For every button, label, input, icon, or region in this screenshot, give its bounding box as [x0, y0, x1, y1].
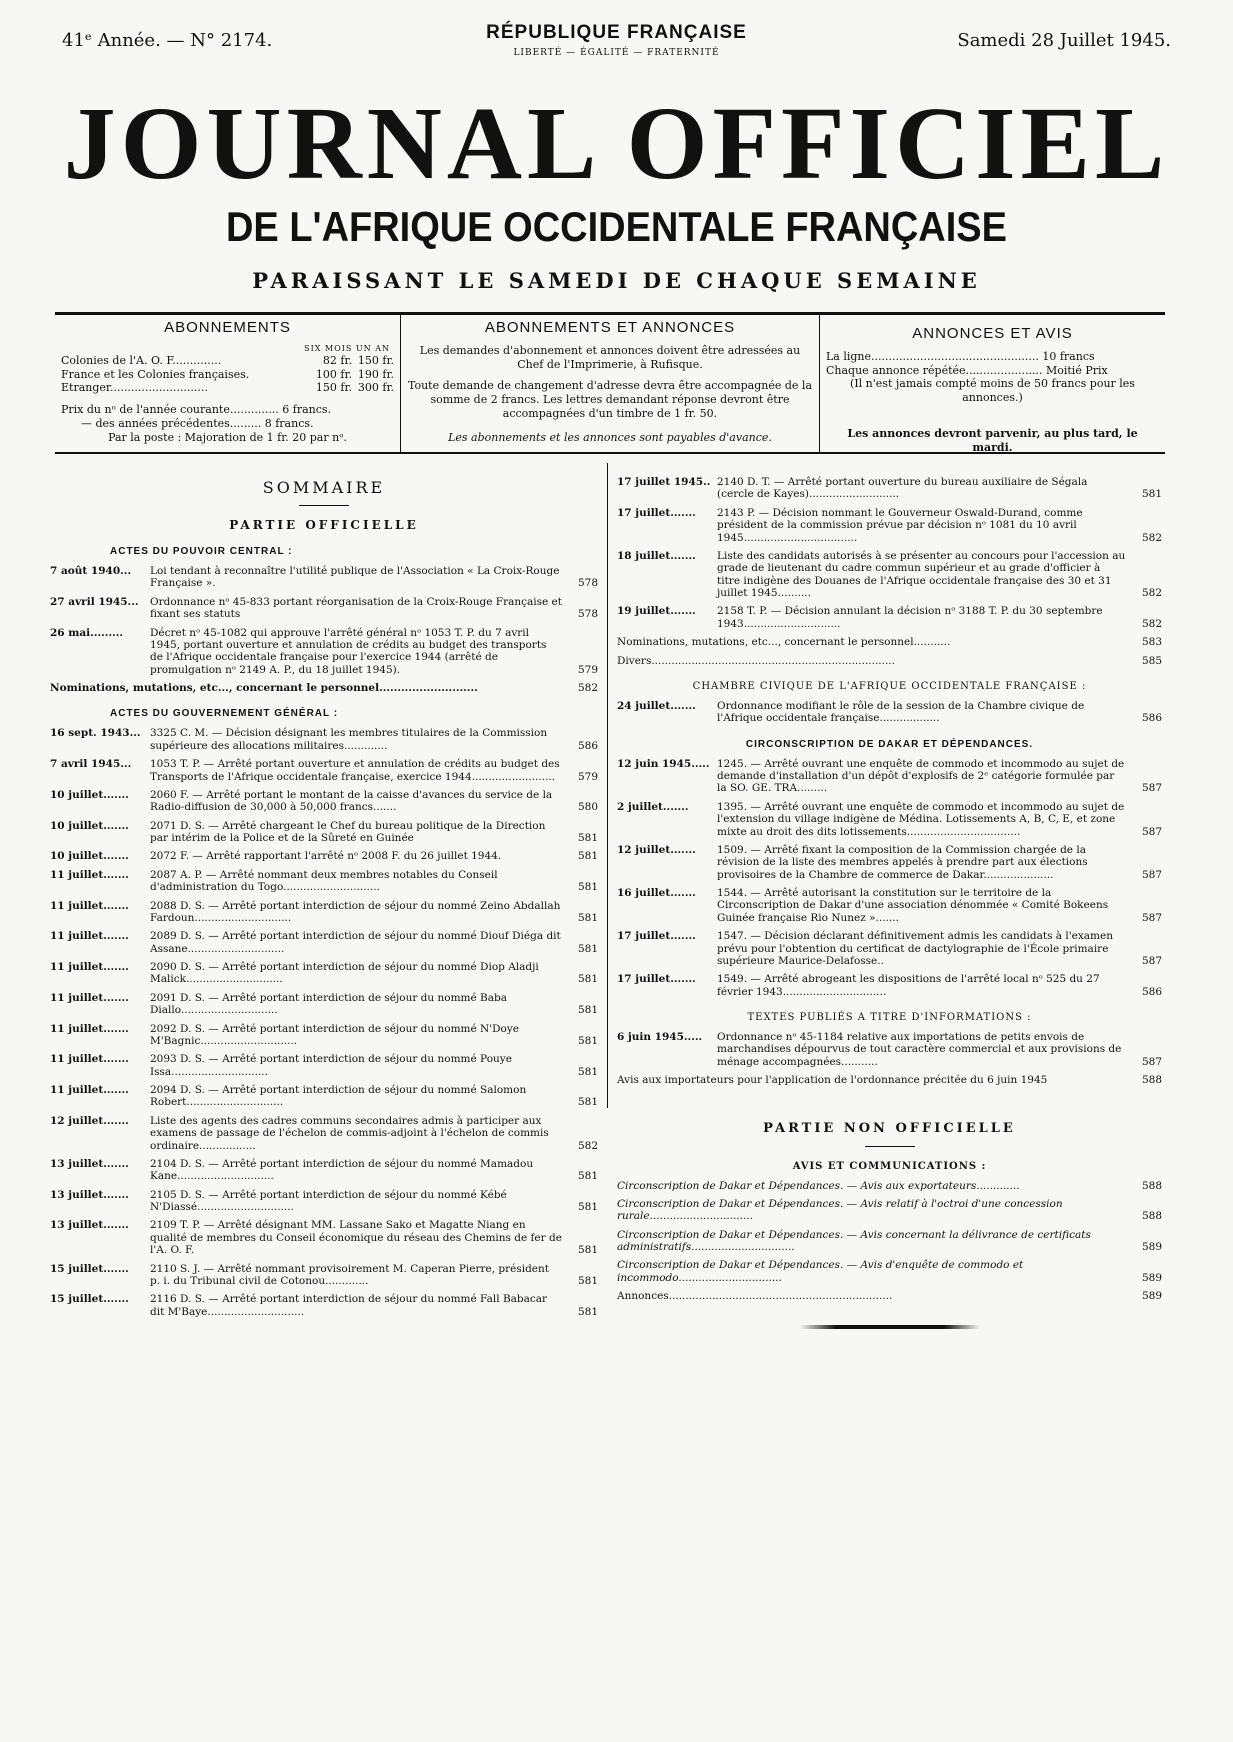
list-item — [50, 1189, 598, 1214]
list-item — [50, 758, 598, 783]
entry-text: 2072 F. — Arrêté rapportant l'arrêté nᵒ 2008 F. du 26 juillet 1944. — [150, 850, 502, 863]
entry-page: 581 — [577, 973, 598, 986]
list-item — [617, 636, 1162, 648]
journal-title: JOURNAL OFFICIEL — [63, 86, 1170, 201]
dakar-list — [617, 758, 1162, 998]
list-item — [50, 1293, 598, 1318]
issue-number: 41ᵉ Année. — N° 2174. — [62, 30, 273, 51]
entry-text: 2104 D. S. — Arrêté portant interdiction de séjour du nommé Mamadou Kane............................. — [150, 1157, 534, 1183]
entry-page: 581 — [577, 1004, 598, 1017]
entry-text: Ordonnance nᵒ 45-1184 relative aux importations de petits envois de marchandises dépourvus de tout caractère commercial et aux provisions de ménage accompagnées........... — [717, 1031, 1122, 1068]
entry-page: 587 — [1141, 911, 1162, 924]
entry-page: 581 — [577, 832, 598, 844]
list-item — [617, 1198, 1162, 1223]
list-item — [50, 1053, 598, 1078]
entry-text: Circonscription de Dakar et Dépendances. — Avis d'enquête de commodo et incommodo............................... — [617, 1259, 1024, 1284]
postal-surcharge: Par la poste : Majoration de 1 fr. 20 par nᵒ. — [108, 430, 347, 444]
entry-page: 578 — [577, 577, 598, 590]
entry-text: 2143 P. — Décision nommant le Gouverneur Oswald-Durand, comme président de la commission prévue par décision nᵒ 1081 du 10 avril 1945.................................. — [717, 506, 1083, 544]
list-item — [617, 550, 1162, 600]
entry-date: 11 juillet....... — [50, 991, 129, 1004]
entry-text: 2089 D. S. — Arrêté portant interdiction de séjour du nommé Diouf Diéga dit Assane............................. — [150, 930, 561, 955]
summary-right-column — [617, 476, 1162, 1329]
masthead-top — [62, 22, 1171, 66]
entry-text: 2093 D. S. — Arrêté portant interdiction de séjour du nommé Pouye Issa............................. — [150, 1053, 512, 1078]
journal-subtitle: DE L'AFRIQUE OCCIDENTALE FRANÇAISE — [225, 204, 1007, 252]
list-item — [50, 820, 598, 845]
entry-page: 582 — [1141, 531, 1162, 544]
list-item — [50, 565, 598, 590]
entry-text: Annonces................................................................... — [617, 1290, 893, 1303]
entry-text: Liste des candidats autorisés à se présenter au concours pour l'accession au grade de lieutenant du cadre commun supérieur et au grade d'officier à titre indigène des Douanes de l'Afrique occidentale française des 30 et 31 juillet 1945.......... — [717, 549, 1126, 599]
entry-date: 13 juillet....... — [50, 1219, 129, 1232]
ads-repeat-price: Chaque annonce répétée...................... Moitié Prix — [826, 363, 1108, 377]
entry-page: 581 — [577, 942, 598, 955]
motto: LIBERTÉ — ÉGALITÉ — FRATERNITÉ — [513, 48, 720, 58]
subscription-box — [55, 312, 1165, 454]
summary-title: SOMMAIRE — [262, 478, 386, 497]
subs-ads-p2: Toute demande de changement d'adresse devra être accompagnée de la somme de 2 francs. Les lettres demandant réponse devront être accompagnées d'un timbre de 1 fr. 50. — [407, 379, 813, 420]
dakar-heading: CIRCONSCRIPTION DE DAKAR ET DÉPENDANCES. — [745, 738, 1034, 750]
entry-page: 581 — [577, 1244, 598, 1257]
entry-date: 11 juillet....... — [50, 868, 129, 881]
list-item — [617, 700, 1162, 725]
subs-ads-title: ABONNEMENTS ET ANNONCES — [484, 319, 736, 336]
entry-page: 588 — [1141, 1179, 1162, 1192]
list-item — [50, 682, 598, 694]
ads-line-price: La ligne................................................ 10 francs — [826, 349, 1095, 363]
rate-year: 300 fr. — [357, 381, 394, 395]
entry-page: 586 — [1141, 985, 1162, 998]
entry-date: 11 juillet....... — [50, 899, 129, 912]
entry-page: 582 — [577, 682, 598, 694]
entry-date: 7 avril 1945... — [50, 758, 132, 771]
entry-text: 2105 D. S. — Arrêté portant interdiction de séjour du nommé Kébé N'Diassé............................. — [150, 1188, 507, 1213]
list-item — [50, 627, 598, 677]
rates-table — [61, 344, 394, 395]
list-item — [50, 992, 598, 1017]
rate-row — [61, 368, 394, 382]
entry-date: 2 juillet....... — [617, 800, 689, 813]
entry-text: Avis aux importateurs pour l'application de l'ordonnance précitée du 6 juin 1945 — [617, 1074, 1048, 1087]
entry-text: 2091 D. S. — Arrêté portant interdiction de séjour du nommé Baba Diallo............................. — [150, 991, 508, 1017]
entry-text: 2090 D. S. — Arrêté portant interdiction de séjour du nommé Diop Aladji Malick............................. — [150, 961, 539, 986]
entry-date: 10 juillet....... — [50, 850, 129, 863]
rate-label: Etranger............................ — [61, 381, 208, 395]
list-item — [617, 1031, 1162, 1068]
entry-text: 1547. — Décision déclarant définitivement admis les candidats à l'examen prévu pour l'obtention du certificat de dactylographie de l'École primaire supérieure Maurice-Delafosse.. — [717, 930, 1113, 967]
entry-date: 17 juillet....... — [617, 973, 696, 986]
summary-left-column — [50, 468, 598, 1324]
entry-text: 2088 D. S. — Arrêté portant interdiction de séjour du nommé Zeino Abdallah Fardoun............................. — [150, 899, 561, 924]
entry-page: 587 — [1141, 825, 1162, 838]
ads-column — [820, 315, 1165, 452]
rate-row — [61, 381, 394, 395]
back-issue-price: — des années précédentes......... 8 francs. — [81, 416, 314, 430]
subs-ads-p3: Les abonnements et les annonces sont payables d'avance. — [448, 430, 772, 444]
ads-deadline: Les annonces devront parvenir, au plus tard, le mardi. — [847, 426, 1138, 454]
rate-label: France et les Colonies françaises. — [61, 367, 250, 381]
entry-date: 26 mai......... — [50, 626, 124, 639]
entry-date: 16 sept. 1943... — [50, 727, 141, 740]
entry-page: 588 — [1141, 1210, 1162, 1223]
subscriptions-title: ABONNEMENTS — [164, 319, 291, 336]
ornament-rule — [800, 1325, 980, 1329]
list-item — [617, 1074, 1162, 1086]
general-gov-heading: ACTES DU GOUVERNEMENT GÉNÉRAL : — [110, 708, 339, 720]
entry-text: 1245. — Arrêté ouvrant une enquête de commodo et incommodo au sujet de demande d'installation d'un dépôt d'explosifs de 2ᵉ catégorie formulée par la SO. GE. TRA......... — [717, 757, 1125, 795]
entry-page: 581 — [577, 1034, 598, 1047]
entry-text: Ordonnance nᵒ 45-833 portant réorganisation de la Croix-Rouge Française et fixant ses statuts — [150, 595, 562, 621]
entry-date: 11 juillet....... — [50, 930, 129, 943]
rate-year: 150 fr. — [357, 353, 394, 367]
entry-text: Loi tendant à reconnaître l'utilité publique de l'Association « La Croix-Rouge Française ». — [150, 565, 560, 590]
list-item — [617, 476, 1162, 501]
entry-page: 581 — [577, 1170, 598, 1183]
entry-date: 15 juillet....... — [50, 1293, 129, 1306]
entry-text: 2094 D. S. — Arrêté portant interdiction de séjour du nommé Salomon Robert............................. — [150, 1084, 527, 1109]
publication-frequency: PARAISSANT LE SAMEDI DE CHAQUE SEMAINE — [252, 268, 981, 293]
entry-page: 589 — [1141, 1290, 1162, 1303]
entry-page: 581 — [577, 850, 598, 863]
entry-page: 581 — [577, 911, 598, 924]
entry-date: 11 juillet....... — [50, 1053, 129, 1066]
entry-text: 2092 D. S. — Arrêté portant interdiction de séjour du nommé N'Doye M'Bagnic............................. — [150, 1022, 520, 1047]
entry-page: 581 — [577, 1305, 598, 1318]
entry-page: 582 — [1141, 587, 1162, 599]
list-item — [617, 801, 1162, 838]
entry-date: 12 juillet....... — [617, 843, 696, 856]
info-texts-heading: TEXTES PUBLIÉS A TITRE D'INFORMATIONS : — [747, 1012, 1032, 1023]
entry-page: 581 — [577, 1201, 598, 1213]
list-item — [617, 887, 1162, 924]
entry-page: 586 — [577, 739, 598, 752]
ads-minimum: (Il n'est jamais compté moins de 50 francs pour les annonces.) — [850, 377, 1135, 404]
list-item — [617, 973, 1162, 998]
entry-page: 589 — [1141, 1241, 1162, 1253]
entry-text: 2087 A. P. — Arrêté nommant deux membres notables du Conseil d'administration du Togo............................. — [150, 868, 498, 894]
entry-date: 18 juillet....... — [617, 549, 696, 562]
entry-text: Circonscription de Dakar et Dépendances. — Avis aux exportateurs............. — [617, 1179, 1020, 1192]
entry-date: 10 juillet....... — [50, 819, 129, 832]
list-item — [617, 930, 1162, 967]
republic-label: RÉPUBLIQUE FRANÇAISE — [486, 22, 747, 43]
entry-date: 17 juillet....... — [617, 930, 696, 943]
entry-page: 589 — [1141, 1271, 1162, 1284]
entry-page: 582 — [577, 1139, 598, 1152]
list-item — [617, 507, 1162, 544]
entry-page: 580 — [577, 801, 598, 814]
list-item — [617, 1229, 1162, 1254]
list-item — [50, 727, 598, 752]
entry-page: 581 — [577, 1065, 598, 1078]
entry-text: 2140 D. T. — Arrêté portant ouverture du bureau auxiliaire de Ségala (cercle de Kayes)........................... — [717, 476, 1088, 501]
official-part-title: PARTIE OFFICIELLE — [229, 518, 419, 532]
rate-six: 82 fr. — [322, 353, 352, 367]
entry-date: 15 juillet....... — [50, 1262, 129, 1275]
entry-page: 587 — [1141, 1055, 1162, 1068]
entry-text: 2109 T. P. — Arrêté désignant MM. Lassane Sako et Magatte Niang en qualité de membres du Conseil économique du réseau des Chemins de fer de l'A. O. F. — [150, 1219, 562, 1257]
list-item — [50, 961, 598, 986]
list-item — [50, 1219, 598, 1256]
entry-text: Décret nᵒ 45-1082 qui approuve l'arrêté général nᵒ 1053 T. P. du 7 avril 1945, portant ouverture et annulation de crédits au budget des transports de l'Afrique occidentale française pour l'exercice 1944 (arrêté de promulgation nᵒ 2149 A. P., du 18 juillet 1945). — [150, 626, 547, 676]
rates-header: SIX MOIS UN AN — [304, 343, 390, 353]
entry-page: 587 — [1141, 868, 1162, 881]
list-item — [50, 1158, 598, 1183]
column-divider — [607, 463, 608, 1108]
entry-text: 3325 C. M. — Décision désignant les membres titulaires de la Commission supérieure des allocations militaires............. — [150, 727, 548, 752]
list-item — [617, 844, 1162, 881]
entry-page: 585 — [1141, 654, 1162, 667]
central-power-heading: ACTES DU POUVOIR CENTRAL : — [110, 546, 293, 557]
title-rule — [865, 1146, 915, 1147]
entry-date: 16 juillet....... — [617, 887, 696, 899]
entry-text: 1395. — Arrêté ouvrant une enquête de commodo et incommodo au sujet de l'extension du village indigène de Médina. Lotissements A, B, C, E, et zone mixte au droit des dits lotissements.................................. — [717, 800, 1125, 838]
list-item — [617, 1259, 1162, 1284]
rate-six: 100 fr. — [315, 367, 352, 381]
entry-date: 24 juillet....... — [617, 699, 696, 712]
entry-page: 581 — [577, 1274, 598, 1287]
rate-row — [61, 354, 394, 368]
entry-date: 12 juillet....... — [50, 1114, 129, 1127]
entry-text: 1053 T. P. — Arrêté portant ouverture et annulation de crédits au budget des Transports de l'Afrique occidentale française, exercice 1944......................... — [150, 758, 560, 783]
entry-date: 7 août 1940... — [50, 565, 132, 577]
entry-text: Nominations, mutations, etc..., concernant le personnel........................... — [50, 682, 478, 694]
entry-text: 2071 D. S. — Arrêté chargeant le Chef du bureau politique de la Direction par intérim de la Police et de la Sûreté en Guinée — [150, 819, 546, 844]
entry-text: 1544. — Arrêté autorisant la constitution sur le territoire de la Circonscription de Dakar d'une association dénommée « Comité Bokeens Guinée française Rio Nunez »....... — [717, 887, 1109, 924]
entry-date: 13 juillet....... — [50, 1157, 129, 1170]
entry-page: 581 — [577, 881, 598, 894]
entry-date: 17 juillet....... — [617, 506, 696, 519]
list-item — [617, 605, 1162, 630]
list-item — [50, 1084, 598, 1109]
list-item — [617, 655, 1162, 667]
entry-text: 2110 S. J. — Arrêté nommant provisoirement M. Caperan Pierre, président p. i. du Tribunal civil de Cotonou............. — [150, 1262, 550, 1287]
list-item — [50, 789, 598, 814]
entry-page: 581 — [1141, 488, 1162, 501]
non-official-title: PARTIE NON OFFICIELLE — [763, 1120, 1016, 1136]
list-item — [50, 869, 598, 894]
entry-date: 10 juillet....... — [50, 788, 129, 801]
list-item — [50, 1263, 598, 1288]
entry-date: 13 juillet....... — [50, 1188, 129, 1201]
list-item — [50, 596, 598, 621]
entry-page: 587 — [1141, 782, 1162, 795]
issue-price: Prix du nᵒ de l'année courante.............. 6 francs. — [61, 403, 332, 416]
subscriptions-column — [55, 315, 400, 452]
issue-date: Samedi 28 Juillet 1945. — [957, 30, 1171, 51]
entry-page: 587 — [1141, 954, 1162, 967]
entry-page: 583 — [1141, 636, 1162, 649]
entry-text: 2060 F. — Arrêté portant le montant de la caisse d'avances du service de la Radio-diffusion de 30,000 à 50,000 francs....... — [150, 788, 553, 814]
entry-date: 11 juillet....... — [50, 1084, 129, 1096]
entry-text: Ordonnance modifiant le rôle de la session de la Chambre civique de l'Afrique occidentale française.................. — [717, 699, 1085, 725]
entry-text: 1509. — Arrêté fixant la composition de la Commission chargée de la révision de la liste des membres appelés à prendre part aux élections provisoires de la Chambre de commerce de Dakar..................... — [717, 843, 1088, 881]
rate-label: Colonies de l'A. O. F.............. — [61, 353, 222, 367]
entry-date: 19 juillet....... — [617, 605, 696, 618]
entry-date: 17 juillet 1945.. — [617, 476, 711, 488]
rate-year: 190 fr. — [357, 367, 394, 381]
entry-page: 579 — [577, 770, 598, 783]
entry-text: Liste des agents des cadres communs secondaires admis à participer aux examens de passage de l'échelon de commis-adjoint à l'échelon de commis ordinaire................. — [150, 1114, 549, 1152]
entry-text: Circonscription de Dakar et Dépendances. — Avis relatif à l'octroi d'une concession rurale............................... — [617, 1197, 1063, 1223]
entry-text: 1549. — Arrêté abrogeant les dispositions de l'arrêté local nᵒ 525 du 27 février 1943............................... — [717, 973, 1100, 998]
list-item — [50, 930, 598, 955]
entry-text: Divers......................................................................... — [617, 654, 895, 667]
title-rule — [299, 505, 349, 506]
entry-text: Circonscription de Dakar et Dépendances. — Avis concernant la délivrance de certificats administratifs............................... — [617, 1228, 1091, 1253]
entry-page: 582 — [1141, 617, 1162, 630]
list-item — [617, 1290, 1162, 1302]
entry-date: 12 juin 1945..... — [617, 757, 710, 770]
entry-text: 2158 T. P. — Décision annulant la décision nᵒ 3188 T. P. du 30 septembre 1943............................. — [717, 605, 1103, 630]
entry-page: 578 — [577, 608, 598, 621]
civic-chamber-heading: CHAMBRE CIVIQUE DE L'AFRIQUE OCCIDENTALE FRANÇAISE : — [692, 680, 1087, 692]
list-item — [617, 1180, 1162, 1192]
notices-heading: AVIS ET COMMUNICATIONS : — [792, 1160, 987, 1172]
entry-date: 27 avril 1945... — [50, 595, 139, 608]
list-item — [50, 1115, 598, 1152]
ads-title: ANNONCES ET AVIS — [912, 325, 1073, 342]
notices-list — [617, 1180, 1162, 1303]
entry-date: 6 juin 1945..... — [617, 1031, 703, 1043]
list-item — [50, 850, 598, 862]
subs-ads-p1: Les demandes d'abonnement et annonces doivent être adressées au Chef de l'Imprimerie, à Rufisque. — [419, 343, 801, 371]
list-item — [50, 900, 598, 925]
list-item — [617, 758, 1162, 795]
entry-date: 11 juillet....... — [50, 1022, 129, 1035]
subs-ads-column — [400, 315, 820, 452]
entry-page: 581 — [577, 1096, 598, 1109]
entry-page: 588 — [1141, 1074, 1162, 1087]
rate-six: 150 fr. — [315, 381, 352, 395]
entry-text: Nominations, mutations, etc..., concernant le personnel........... — [617, 636, 951, 649]
list-item — [50, 1023, 598, 1048]
entry-text: 2116 D. S. — Arrêté portant interdiction de séjour du nommé Fall Babacar dit M'Baye............................. — [150, 1293, 548, 1318]
central-acts-list — [50, 565, 598, 694]
entry-page: 586 — [1141, 712, 1162, 725]
entry-page: 579 — [577, 663, 598, 676]
entry-date: 11 juillet....... — [50, 961, 129, 973]
general-gov-list — [50, 727, 598, 1318]
